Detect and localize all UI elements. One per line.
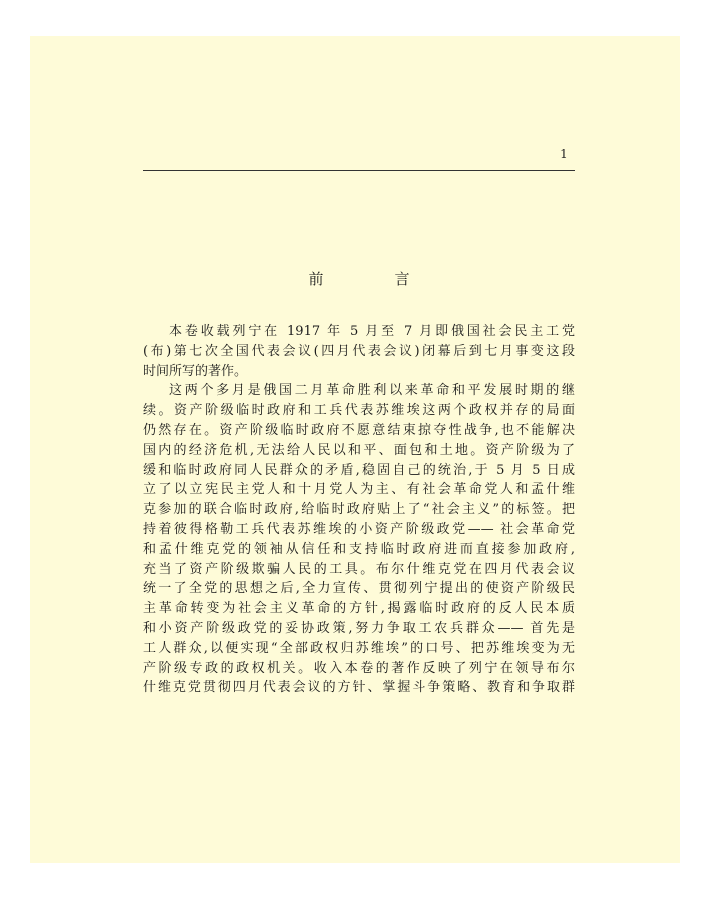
text-line: 仍然存在。资产阶级临时政府不愿意结束掠夺性战争,也不能解决: [143, 422, 575, 438]
text-line: 和小资产阶级政党的妥协政策,努力争取工农兵群众—— 首先是: [143, 620, 575, 636]
text-line: 国内的经济危机,无法给人民以和平、面包和土地。资产阶级为了: [143, 442, 575, 458]
header-rule: [143, 170, 575, 171]
text-line: 统一了全党的思想之后,全力宣传、贯彻列宁提出的使资产阶级民: [143, 581, 575, 597]
text-line: 充当了资产阶级欺骗人民的工具。布尔什维克党在四月代表会议: [143, 561, 575, 577]
text-line: 工人群众,以便实现“全部政权归苏维埃”的口号、把苏维埃变为无: [143, 640, 575, 656]
text-line: 时间所写的著作。: [143, 363, 248, 379]
text-line: 缓和临时政府同人民群众的矛盾,稳固自己的统治,于 5 月 5 日成: [143, 462, 575, 478]
text-line: 什维克党贯彻四月代表会议的方针、掌握斗争策略、教育和争取群: [143, 680, 575, 696]
text-line: 立了以立宪民主党人和十月党人为主、有社会革命党人和孟什维: [143, 482, 575, 498]
text-line: 持着彼得格勒工兵代表苏维埃的小资产阶级政党—— 社会革命党: [143, 521, 575, 537]
text-line: (布)第七次全国代表会议(四月代表会议)闭幕后到七月事变这段: [143, 343, 575, 359]
text-line: 克参加的联合临时政府,给临时政府贴上了“社会主义”的标签。把: [143, 502, 575, 518]
text-line: 续。资产阶级临时政府和工兵代表苏维埃这两个政权并存的局面: [143, 403, 575, 419]
text-line: 本卷收载列宁在 1917 年 5 月至 7 月即俄国社会民主工党: [169, 324, 575, 339]
page-number: 1: [560, 147, 568, 161]
text-line: 主革命转变为社会主义革命的方针,揭露临时政府的反人民本质: [143, 601, 575, 617]
text-line: 和孟什维克党的领袖从信任和支持临时政府进而直接参加政府,: [143, 541, 575, 557]
text-line: 产阶级专政的政权机关。收入本卷的著作反映了列宁在领导布尔: [143, 660, 575, 676]
text-line: 这两个多月是俄国二月革命胜利以来革命和平发展时期的继: [169, 383, 575, 399]
page-title: 前 言: [308, 270, 438, 288]
body-text: [143, 322, 575, 698]
paragraph-1: [143, 322, 575, 381]
paragraph-2: [143, 381, 575, 698]
